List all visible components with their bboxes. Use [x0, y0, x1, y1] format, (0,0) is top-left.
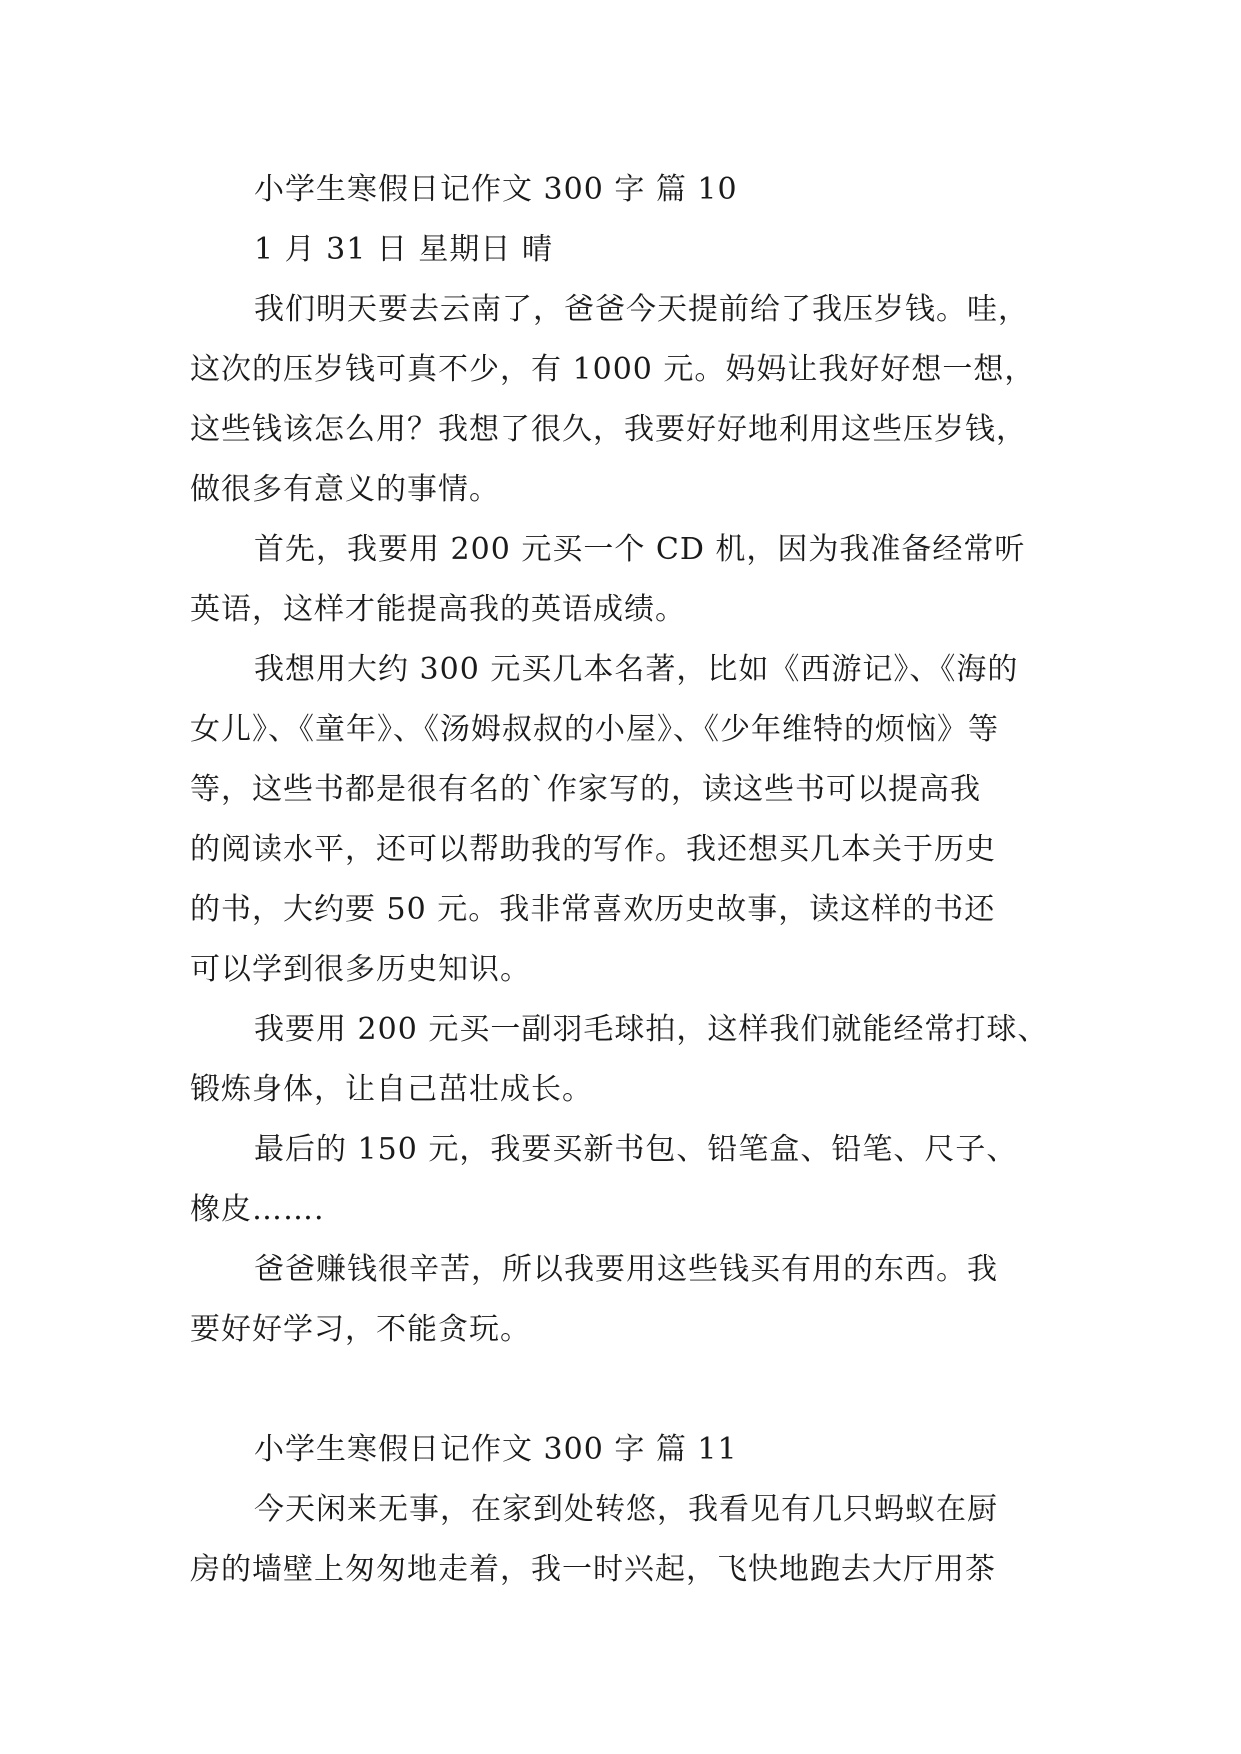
- paragraph-line: 首先，我要用 200 元买一个 CD 机，因为我准备经常听: [254, 532, 1026, 567]
- paragraph-line: 我们明天要去云南了，爸爸今天提前给了我压岁钱。哇，: [254, 292, 1029, 327]
- paragraph-line: 我要用 200 元买一副羽毛球拍，这样我们就能经常打球、: [254, 1012, 1049, 1047]
- paragraph-line: 爸爸赚钱很辛苦，所以我要用这些钱买有用的东西。我: [254, 1252, 998, 1287]
- paragraph-line: 要好好学习，不能贪玩。: [190, 1312, 531, 1347]
- paragraph-line: 橡皮…….: [190, 1192, 325, 1227]
- section-gap: [190, 1360, 1060, 1420]
- paragraph-line: 我想用大约 300 元买几本名著，比如《西游记》、《海的: [254, 652, 1019, 687]
- section-title: 小学生寒假日记作文 300 字 篇 11: [254, 1432, 738, 1467]
- paragraph-line: 房的墙壁上匆匆地走着，我一时兴起，飞快地跑去大厅用茶: [190, 1552, 996, 1587]
- diary-date-line: 1 月 31 日 星期日 晴: [254, 232, 553, 267]
- paragraph-line: 这些钱该怎么用？我想了很久，我要好好地利用这些压岁钱，: [190, 412, 1027, 447]
- paragraph-line: 女儿》、《童年》、《汤姆叔叔的小屋》、《少年维特的烦恼》等: [190, 712, 999, 747]
- paragraph-line: 的阅读水平，还可以帮助我的写作。我还想买几本关于历史: [190, 832, 996, 867]
- paragraph-line: 可以学到很多历史知识。: [190, 952, 531, 987]
- paragraph-line: 的书，大约要 50 元。我非常喜欢历史故事，读这样的书还: [190, 892, 996, 927]
- paragraph-line: 今天闲来无事，在家到处转悠，我看见有几只蚂蚁在厨: [254, 1492, 998, 1527]
- text-column: [190, 160, 1060, 1600]
- paragraph-line: 做很多有意义的事情。: [190, 472, 500, 507]
- paragraph-line: 最后的 150 元，我要买新书包、铅笔盒、铅笔、尺子、: [254, 1132, 1018, 1167]
- paragraph-line: 英语，这样才能提高我的英语成绩。: [190, 592, 686, 627]
- section-title: 小学生寒假日记作文 300 字 篇 10: [254, 172, 738, 207]
- paragraph-line: 等，这些书都是很有名的`作家写的，读这些书可以提高我: [190, 772, 981, 807]
- paragraph-line: 锻炼身体，让自己茁壮成长。: [190, 1072, 593, 1107]
- paragraph-line: 这次的压岁钱可真不少，有 1000 元。妈妈让我好好想一想，: [190, 352, 1036, 387]
